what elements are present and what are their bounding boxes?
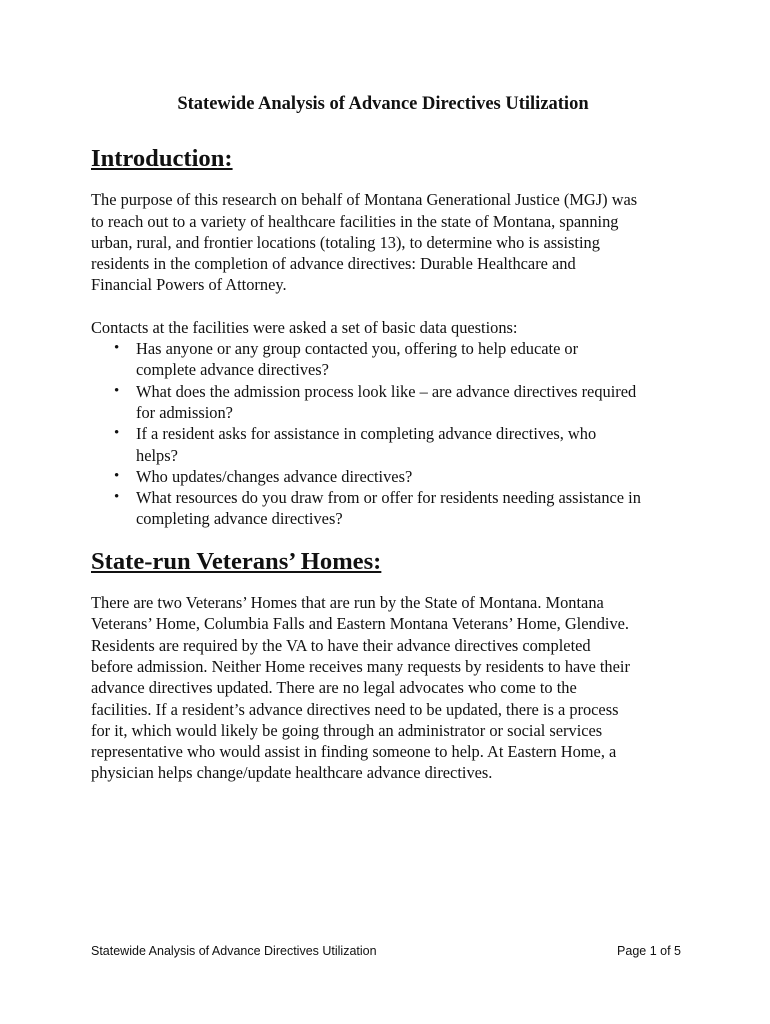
introduction-paragraph: [91, 189, 691, 295]
question-line: • What resources do you draw from or offer for residents needing assistance in: [136, 488, 641, 508]
paragraph-line: before admission. Neither Home receives many requests by residents to have their: [91, 656, 630, 676]
question-line: for admission?: [136, 402, 233, 422]
paragraph-line: urban, rural, and frontier locations (totaling 13), to determine who is assisting: [91, 232, 600, 252]
paragraph-line: physician helps change/update healthcare advance directives.: [91, 763, 493, 783]
paragraph-line: Veterans’ Home, Columbia Falls and Eastern Montana Veterans’ Home, Glendive.: [91, 614, 630, 634]
question-line: • What does the admission process look like – are advance directives required: [136, 381, 637, 401]
paragraph-line: Residents are required by the VA to have their advance directives completed: [91, 635, 591, 655]
paragraph-line: There are two Veterans’ Homes that are run by the State of Montana. Montana: [91, 593, 604, 613]
veterans-homes-heading: State-run Veterans’ Homes:: [91, 547, 382, 575]
question-item: [136, 338, 691, 381]
paragraph-line: representative who would assist in finding someone to help. At Eastern Home, a: [91, 742, 617, 762]
introduction-heading: Introduction:: [91, 145, 233, 172]
footer-page-number: Page 1 of 5: [617, 944, 681, 958]
paragraph-line: Financial Powers of Attorney.: [91, 275, 287, 295]
questions-list: [91, 338, 691, 530]
paragraph-line: for it, which would likely be going through an administrator or social services: [91, 720, 603, 740]
document-body: [91, 92, 691, 784]
question-line: • If a resident asks for assistance in completing advance directives, who: [136, 424, 597, 444]
question-item: [136, 423, 691, 466]
paragraph-line: facilities. If a resident’s advance directives need to be updated, there is a process: [91, 699, 619, 719]
question-line: • Who updates/changes advance directives?: [136, 466, 413, 486]
question-item: [136, 487, 691, 530]
paragraph-line: residents in the completion of advance directives: Durable Healthcare and: [91, 254, 576, 274]
question-line: helps?: [136, 445, 178, 465]
paragraph-line: The purpose of this research on behalf of Montana Generational Justice (MGJ) was: [91, 190, 638, 210]
question-line: completing advance directives?: [136, 509, 343, 529]
question-line: • Has anyone or any group contacted you, offering to help educate or: [136, 339, 579, 359]
contacts-intro-text: Contacts at the facilities were asked a set of basic data questions:: [91, 317, 518, 337]
question-item: [136, 381, 691, 424]
question-item: [136, 466, 691, 487]
footer-document-title: Statewide Analysis of Advance Directives Utilization: [91, 944, 377, 958]
paragraph-line: to reach out to a variety of healthcare facilities in the state of Montana, spanning: [91, 211, 619, 231]
veterans-homes-paragraph: [91, 592, 691, 784]
document-title: Statewide Analysis of Advance Directives Utilization: [177, 94, 589, 114]
paragraph-line: advance directives updated. There are no legal advocates who come to the: [91, 678, 577, 698]
question-line: complete advance directives?: [136, 360, 329, 380]
